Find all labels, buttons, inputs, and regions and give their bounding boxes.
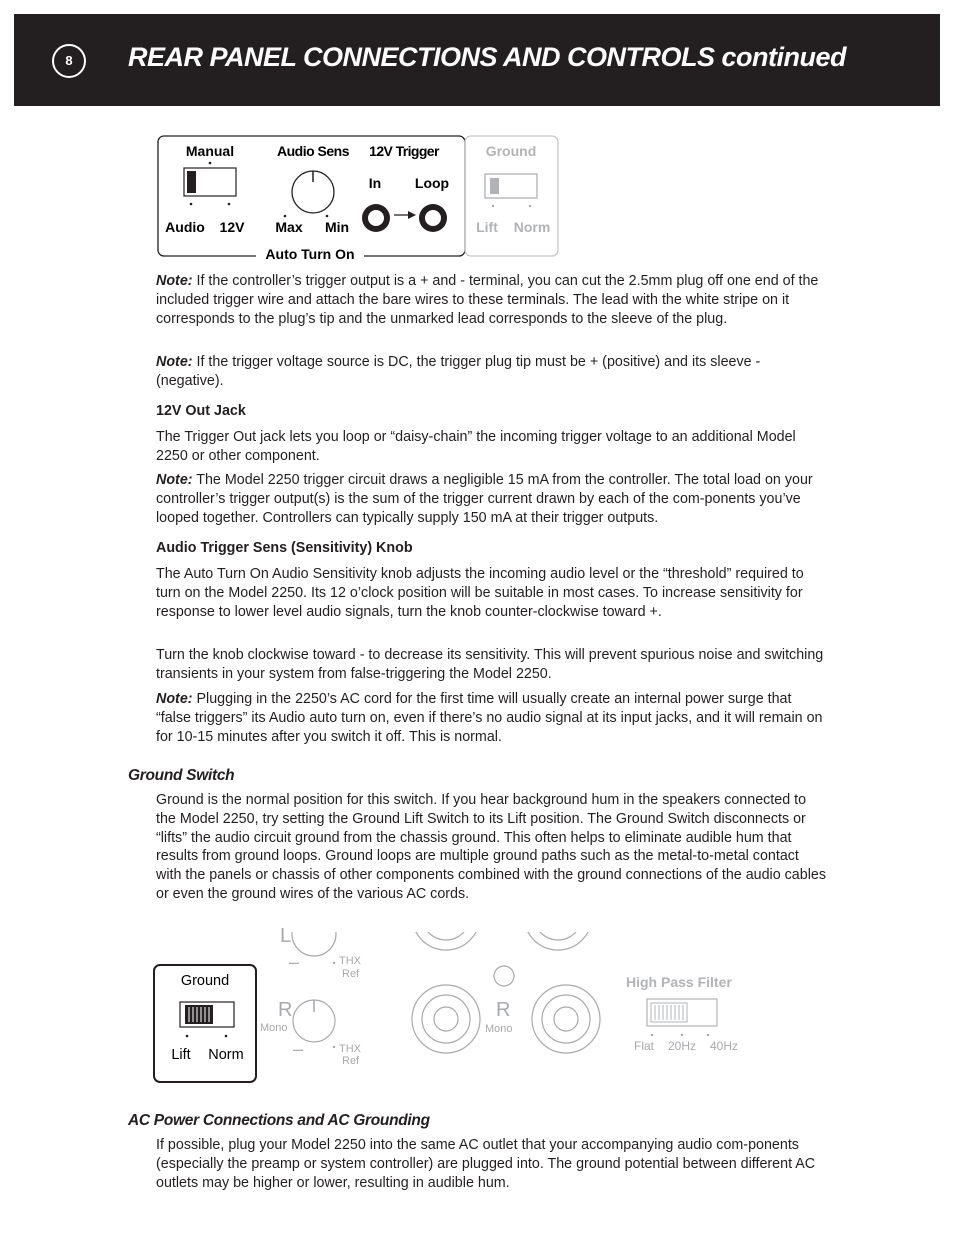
norm-label: Norm [513, 219, 551, 235]
marker-dot [707, 1034, 709, 1036]
note-text: If the trigger voltage source is DC, the trigger plug tip must be + (positive) and its sleeve - (negative). [156, 354, 761, 389]
marker-dot [209, 162, 212, 165]
ground-switch-handle [490, 178, 499, 194]
rca-jack-center [546, 904, 570, 928]
marker-dot [651, 1034, 653, 1036]
12v-trigger-label: 12V Trigger [369, 143, 439, 159]
in-label: In [368, 175, 382, 191]
40hz-label: 40Hz [709, 1039, 739, 1053]
left-channel-label: L [280, 925, 292, 947]
min-label: Min [324, 219, 350, 235]
note-text: If the controller’s trigger output is a + and - terminal, you can cut the 2.5mm plug off one end of the included trigger wire and attach the bare wires to these terminals. The lead with the white stripe on it corresponds to the plug’s tip and the unmarked lead corresponds to the sleeve of the plug. [156, 273, 819, 327]
note-text: Plugging in the 2250’s AC cord for the first time will usually create an internal power surge that “false triggers” its Audio auto turn on, even if there’s no audio signal at its input jacks, and it will remain on for 10-15 minutes after you switch it off. This is normal. [156, 691, 823, 745]
ground-label: Ground [485, 143, 537, 159]
page-title: REAR PANEL CONNECTIONS AND CONTROLS continued [128, 42, 847, 72]
jack-hole [425, 210, 441, 226]
rca-jack-center [434, 904, 458, 928]
page-header [14, 14, 940, 106]
auto-turn-on-panel-diagram [156, 134, 566, 266]
right-channel-label: R [496, 999, 511, 1021]
note-paragraph [156, 471, 828, 527]
marker-dot [681, 1034, 683, 1036]
body-paragraph: The Trigger Out jack lets you loop or “daisy-chain” the incoming trigger voltage to an additional Model 2250 or other component. [156, 429, 796, 464]
marker-dot [284, 215, 287, 218]
thx-label: THX [339, 1043, 361, 1055]
note-label: Note: [156, 354, 193, 370]
right-channel-label: R [278, 999, 293, 1021]
ref-label: Ref [342, 1055, 360, 1067]
section-heading: AC Power Connections and AC Grounding [128, 1112, 430, 1129]
left-level-knob-icon [292, 912, 336, 956]
audio-sens-label: Audio Sens [276, 143, 350, 159]
marker-dot [333, 962, 335, 964]
note-label: Note: [156, 472, 193, 488]
note-paragraph [156, 272, 828, 328]
arrow-head [408, 211, 416, 219]
minus-label: – [292, 1039, 304, 1059]
section-subheading: 12V Out Jack [156, 403, 246, 419]
marker-dot [228, 203, 231, 206]
lift-label: Lift [171, 1047, 191, 1063]
rca-jack-ring [542, 995, 590, 1043]
auto-turn-on-label: Auto Turn On [265, 246, 355, 262]
marker-dot [225, 1035, 228, 1038]
max-label: Max [275, 219, 303, 235]
marker-dot [190, 203, 193, 206]
note-label: Note: [156, 691, 193, 707]
rca-jack-ring [422, 995, 470, 1043]
loop-label: Loop [414, 175, 450, 191]
manual-label: Manual [185, 143, 235, 159]
marker-dot [186, 1035, 189, 1038]
thx-label: THX [339, 955, 361, 967]
mono-label: Mono [260, 1022, 288, 1034]
mode-switch-handle [187, 171, 196, 193]
section-heading: Ground Switch [128, 767, 235, 784]
body-paragraph: Ground is the normal position for this switch. If you hear background hum in the speakers connected to the Model 2250, try setting the Ground Lift Switch to its Lift position. The Ground Switch disconnects or “lifts” the audio circuit ground from the chassis ground. This often helps to eliminate audible hum that results from ground loops. Ground loops are multiple ground paths such as the metal-to-metal contact with the panels or chassis of other components combined with the ground connections of the audio cables or even the ground wires of the various AC cords. [156, 792, 826, 902]
marker-dot [529, 205, 531, 207]
section-subheading: Audio Trigger Sens (Sensitivity) Knob [156, 540, 413, 556]
mono-label: Mono [485, 1023, 513, 1035]
jack-hole [368, 210, 384, 226]
note-paragraph [156, 353, 828, 391]
rca-jack-center [554, 1007, 578, 1031]
body-paragraph: The Auto Turn On Audio Sensitivity knob adjusts the incoming audio level or the “threshold” required to turn on the Model 2250. Its 12 o’clock position will be suitable in most cases. To increase sensitivity for response to lower level audio signals, turn the knob counter-clockwise toward +. [156, 566, 804, 620]
note-paragraph [156, 690, 828, 746]
page-number: 8 [52, 44, 86, 78]
marker-dot [492, 205, 494, 207]
norm-label: Norm [208, 1047, 244, 1063]
high-pass-filter-label: High Pass Filter [626, 974, 732, 990]
lift-label: Lift [476, 219, 498, 235]
ground-label: Ground [180, 973, 230, 989]
12v-label: 12V [219, 219, 245, 235]
flat-label: Flat [633, 1039, 655, 1053]
rca-jack-center [434, 1007, 458, 1031]
20hz-label: 20Hz [667, 1039, 697, 1053]
ref-label: Ref [342, 968, 360, 980]
body-paragraph: Turn the knob clockwise toward - to decrease its sensitivity. This will prevent spurious noise and switching transients in your system from false-triggering the Model 2250. [156, 647, 824, 682]
filter-switch-handle [651, 1003, 687, 1022]
body-paragraph: If possible, plug your Model 2250 into the same AC outlet that your accompanying audio com-ponents (especially the preamp or system controller) are plugged into. The ground potential between different AC outlets may be higher or lower, resulting in audible hum. [156, 1137, 816, 1191]
note-text: The Model 2250 trigger circuit draws a negligible 15 mA from the controller. The total load on your controller’s trigger output(s) is the sum of the trigger current drawn by each of the com-ponents you’ve looped together. Controllers can typically supply 150 mA at their trigger outputs. [156, 472, 813, 526]
marker-dot [333, 1046, 335, 1048]
indicator-led-icon [494, 966, 514, 986]
note-label: Note: [156, 273, 193, 289]
marker-dot [326, 215, 329, 218]
audio-label: Audio [165, 219, 205, 235]
ground-switch-diagram [150, 925, 750, 1088]
minus-label: – [288, 952, 300, 972]
